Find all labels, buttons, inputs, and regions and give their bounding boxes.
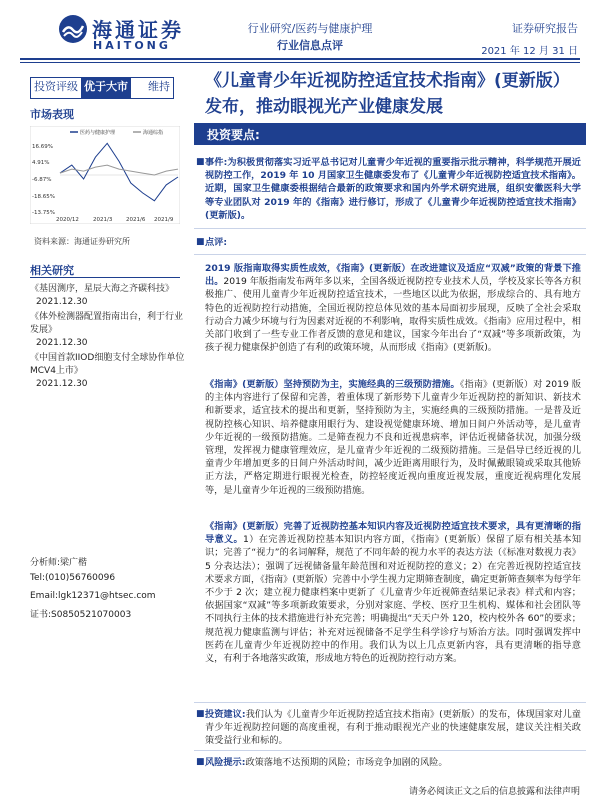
event-section xyxy=(196,156,581,222)
advice-head: 投资建议: xyxy=(205,709,246,720)
series-line-1 xyxy=(60,143,178,201)
analyst-tel: Tel:(010)56760096 xyxy=(30,573,116,583)
p1-text: 2019 年版指南发布两年多以来，全国各级近视防控专业技术人员，学校及家长等各方积极推广、使用儿童青少年近视防控适宜技术，一些地区以此为依据，形成综合的、具有地方特色的近视防控行动措施，全国近视防控总体见效的基本局面初步展现，反映了全社会采取行动合力减少环境与行为因素对近视的不利影响，取得实质性成效。《指南》应用过程中，相关部门收到了一些专业工作者反馈的意见和建议，国家今年出台了“双减”等多项新政策，为孩子视力健康保护创造了有利的政策环境，从而形成《指南》(更新版)。 xyxy=(205,276,581,354)
x-tick: 2021/6 xyxy=(126,217,146,223)
paragraph-3 xyxy=(205,520,581,665)
related-item-title[interactable]: 《中国首款IIOD细胞支付全球协作单位MCV4上市》 xyxy=(30,353,185,376)
rating-label: 投资评级 xyxy=(34,80,78,93)
section-divider xyxy=(194,254,586,255)
bullet-icon: ■ xyxy=(196,757,205,767)
header-divider-thin xyxy=(20,62,580,63)
related-item[interactable] xyxy=(30,283,186,309)
x-tick: 2021/3 xyxy=(93,217,113,223)
p2-text: 《指南》(更新版）对 2019 版的主体内容进行了保留和完善，着重体现了新形势下儿童青少年近视防控的新知识、新技术和新要求，适宜技术的提出和更新，坚持预防为主，实施经典的三级预防措施。一是普及近视防控核心知识、培养健康用眼行为、建设视觉健康环境、增加日间户外活动等，是儿童青少年近视的一级预防措施。二是筛查视力不良和近视患病率，评估近视储备状况，加强分级管理，发挥视力健康管理效应，是儿童青少年近视的二级预防措施。三是倡导已经近视的儿童青少年增加更多的日间户外活动时间，减少近距离用眼行为，及时佩戴眼镜或采取其他矫正方法，严格定期进行眼视光检查，防控轻度近视向重度近视发展，重度近视病理化发展等，是儿童青少年近视的三级预防措施。 xyxy=(205,379,581,496)
paragraph-1 xyxy=(205,262,581,354)
investment-rating xyxy=(30,77,174,99)
event-head: 事件: xyxy=(205,157,228,168)
highlights-label: 投资要点: xyxy=(207,128,260,142)
y-tick: -18.65% xyxy=(32,194,55,200)
related-item-title[interactable]: 《体外检测器配置指南出台，利于行业发展》 xyxy=(30,312,184,335)
y-tick: 4.91% xyxy=(32,160,50,166)
chart-source: 资料来源：海通证券研究所 xyxy=(34,237,130,246)
comment-head-row xyxy=(196,236,581,249)
legend-label-1: 医药与健康护理 xyxy=(80,130,116,136)
advice-text: 我们认为《儿童青少年近视防控适宜技术指南》(更新版）的发布，体现国家对儿童青少年近视防控问题的高度重视，有利于推动眼视光产业的快速健康发展，建议关注相关政策受益行业和标的。 xyxy=(205,709,581,747)
section-divider xyxy=(194,750,586,751)
section-divider xyxy=(194,228,586,229)
p3-text: 1）在完善近视防控基本知识内容方面，《指南》(更新版）保留了原有相关基本知识；完善了“视力”的名词解释，规范了不同年龄的视力水平的表达方法（《标准对数视力表》5 分表达法）；强调了远视储备量年龄范围和对近视防控的意义；2）在完善近视防控适宜技术要求方面，《指南》(更新版）完善中小学生视力定期筛查制度，确定更新筛查频率为每学年不少于 2 次；建立视力健康档案中更新了《儿童青少年近视筛查结果记录表》样式和内容；依据国家“双减”等多项新政策要求，分别对家庭、学校、医疗卫生机构、媒体和社会团队等不同执行主体的技术措施进行补充完善；明确提出“天天户外 120，校内校外各 60”的要求；规范视力健康监测与评估；补充对远视储备不足学生科学诊疗与矫治方法。同时强调发挥中医药在儿童青少年近视防控中的作用。我们认为以上几点更新内容，具有更清晰的指导意义，有利于各地落实政策，形成地方特色的近视防控行动方案。 xyxy=(205,534,582,665)
comment-head: 点评: xyxy=(205,237,228,248)
y-tick: -13.75% xyxy=(32,210,55,216)
related-item-title[interactable]: 《基因测序，星辰大海之齐碳科技》 xyxy=(30,284,175,294)
related-label: 相关研究 xyxy=(30,264,74,277)
legend-label-2: 海通综指 xyxy=(143,130,164,136)
report-category: 行业研究/医药与健康护理 xyxy=(247,22,373,35)
related-item-date: 2021.12.30 xyxy=(36,379,88,389)
logo-text-en: HAITONG xyxy=(93,39,171,52)
x-tick: 2020/12 xyxy=(56,217,79,223)
analyst-cert: 证书:S0850521070003 xyxy=(30,610,132,620)
doc-type: 证券研究报告 xyxy=(512,22,578,35)
p1-head: 2019 版指南取得实质性成效，《指南》(更新版）在改进建议及适应“双减”政策的背景下推出。 xyxy=(205,263,581,288)
related-item[interactable] xyxy=(30,311,186,350)
bullet-icon: ■ xyxy=(196,237,205,247)
analyst-email[interactable]: Email:lgk12371@htsec.com xyxy=(30,591,156,601)
section-divider xyxy=(194,702,586,703)
related-divider xyxy=(30,277,180,278)
paragraph-2 xyxy=(205,378,581,497)
bullet-icon: ■ xyxy=(196,157,205,167)
market-chart xyxy=(30,126,180,224)
event-text: 为积极贯彻落实习近平总书记对儿童青少年近视的重要指示批示精神，科学规范开展近视防控工作，2019 年 10 月国家卫生健康委发布了《儿童青少年近视防控适宜技术指南》。近期，国家卫生健康委根据结合最新的政策要求和国内外学术研究进展，组织安徽医科大学等专业团队对 2019 年的《指南》进行修订，形成了《儿童青少年近视防控适宜技术指南》(更新版)。 xyxy=(205,157,581,221)
series-line-2 xyxy=(60,165,178,175)
p2-head: 《指南》(更新版）坚持预防为主，实施经典的三级预防措施。 xyxy=(205,379,460,390)
bullet-icon: ■ xyxy=(196,709,205,719)
related-item-date: 2021.12.30 xyxy=(36,338,88,348)
p3-head: 《指南》(更新版）完善了近视防控基本知识内容及近视防控适宜技术要求，具有更清晰的指导意义。 xyxy=(205,521,581,546)
report-title: 《儿童青少年近视防控适宜技术指南》(更新版）发布，推动眼视光产业健康发展 xyxy=(205,71,570,117)
y-tick: -6.87% xyxy=(32,177,52,183)
header-divider xyxy=(20,58,580,60)
x-tick: 2021/9 xyxy=(154,217,174,223)
rating-value: 优于大市 xyxy=(81,78,131,98)
related-item[interactable] xyxy=(30,352,186,391)
series-layer xyxy=(60,143,178,201)
report-date: 2021 年 12 月 31 日 xyxy=(481,46,578,57)
risk-head: 风险提示: xyxy=(205,757,246,768)
disclaimer-footer: 请务必阅读正文之后的信息披露和法律声明 xyxy=(408,787,580,797)
logo-text-cn: 海通证券 xyxy=(92,18,184,42)
rating-status: 维持 xyxy=(148,80,170,93)
risk-section xyxy=(196,756,581,769)
related-item-date: 2021.12.30 xyxy=(36,297,88,307)
y-tick: 16.69% xyxy=(32,144,53,150)
haitong-logo-icon xyxy=(58,14,88,44)
risk-text: 政策落地不达预期的风险；市场竞争加剧的风险。 xyxy=(245,757,448,768)
advice-section xyxy=(196,708,581,748)
report-type: 行业信息点评 xyxy=(277,39,343,52)
market-label: 市场表现 xyxy=(30,108,74,121)
analyst-name: 分析师:梁广楷 xyxy=(30,558,88,568)
